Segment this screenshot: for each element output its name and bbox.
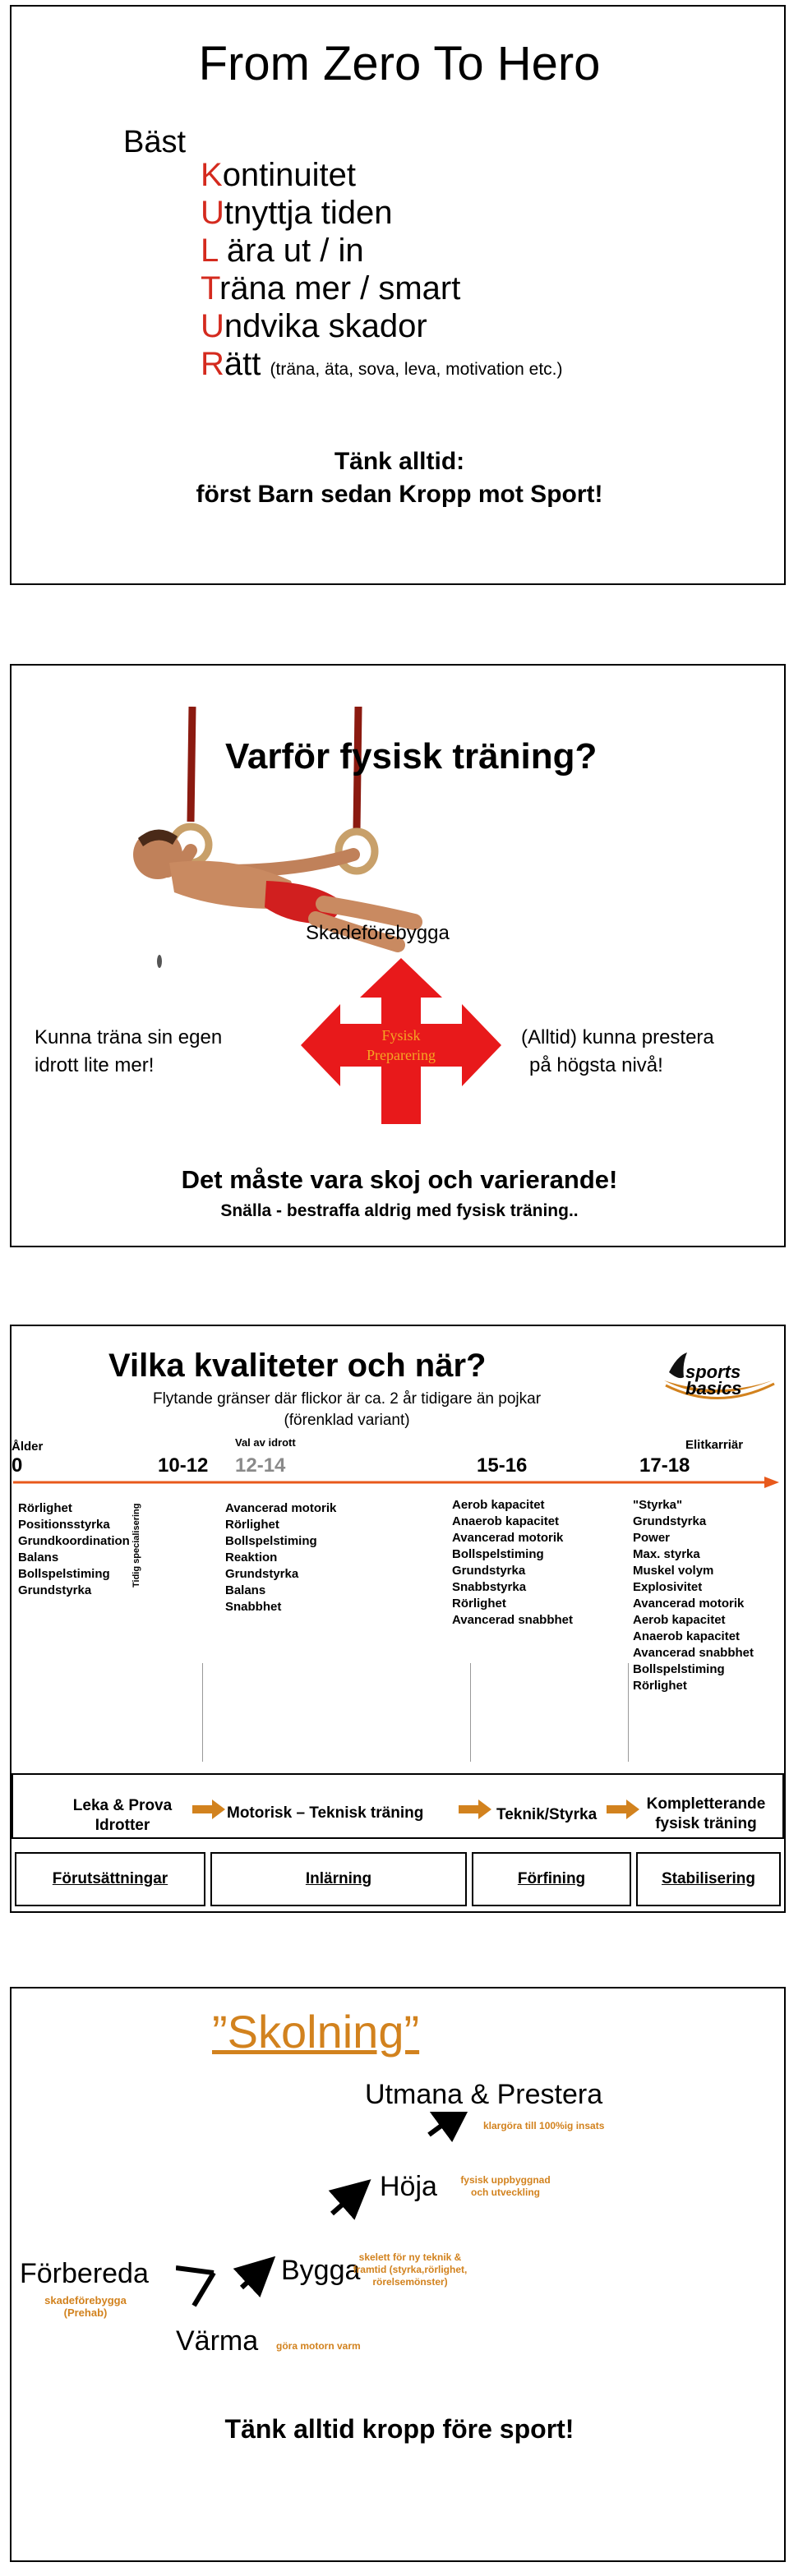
quality-item: Bollspelstiming: [18, 1567, 110, 1581]
age-axis-arrow: [12, 1474, 784, 1491]
acronym-note: (träna, äta, sova, leva, motivation etc.): [270, 360, 563, 379]
step-note: fysisk uppbyggnad och utveckling: [460, 2174, 551, 2198]
subtitle-line-2: (förenklad variant): [284, 1412, 410, 1429]
acronym-row: [201, 156, 563, 194]
sport-choice-label: Val av idrott: [235, 1436, 296, 1449]
stage-box: [210, 1852, 467, 1906]
quality-item: "Styrka": [633, 1498, 683, 1512]
timeline-divider: [470, 1663, 471, 1762]
age-tick: 15-16: [477, 1454, 528, 1477]
quality-item: Snabbstyrka: [452, 1580, 527, 1594]
quality-item: Max. styrka: [633, 1547, 700, 1561]
acronym-row: [201, 307, 563, 345]
slide-title: From Zero To Hero: [198, 37, 601, 90]
step-label: Bygga: [281, 2255, 361, 2286]
slide-schooling: [10, 1987, 786, 2562]
quality-item: Rörlighet: [452, 1597, 506, 1611]
quality-item: Snabbhet: [225, 1600, 282, 1614]
acronym-word: ontinuitet: [222, 157, 357, 193]
phase-label: Motorisk – Teknisk träning: [227, 1804, 424, 1822]
subtitle: [108, 1389, 585, 1431]
think-block: [12, 445, 787, 511]
step-label: Utmana & Prestera: [365, 2079, 603, 2110]
subtitle-line-1: Flytande gränser där flickor är ca. 2 år tidigare än pojkar: [152, 1390, 542, 1408]
step-label: Värma: [176, 2325, 259, 2357]
quality-column-1: [18, 1500, 130, 1599]
step-note: skadeförebygga (Prehab): [44, 2294, 127, 2319]
center-line-2: Preparering: [367, 1047, 436, 1063]
logo-line-1: sports: [685, 1362, 741, 1382]
quality-item: Balans: [18, 1551, 59, 1564]
logo-line-2: basics: [685, 1378, 742, 1399]
quality-item: Grundstyrka: [18, 1583, 92, 1597]
quality-item: Grundstyrka: [452, 1564, 526, 1578]
fun-statement: Det måste vara skoj och varierande!: [181, 1165, 618, 1194]
acronym-row: [201, 270, 563, 307]
arrow-right-icon: [607, 1800, 639, 1819]
quality-item: Reaktion: [225, 1551, 278, 1564]
arrow-line: [194, 2273, 214, 2306]
arrow-line: [242, 2266, 265, 2288]
slide-title: Vilka kvaliteter och när?: [108, 1348, 487, 1384]
arrow-right-icon: [459, 1800, 491, 1819]
think-line-1: Tänk alltid:: [334, 448, 465, 475]
elite-label: Elitkarriär: [685, 1438, 744, 1452]
quality-item: Avancerad snabbhet: [452, 1613, 573, 1627]
quality-item: Rörlighet: [225, 1518, 279, 1532]
acronym-list: [201, 156, 563, 389]
quality-item: Aerob kapacitet: [452, 1498, 545, 1512]
acronym-row: [201, 232, 563, 270]
progression-arrows: [176, 2112, 505, 2325]
quality-column-4: [633, 1497, 754, 1694]
step-note: skelett för ny teknik & framtid (styrka,rörlighet, rörelsemönster): [353, 2251, 468, 2288]
center-label: [344, 1025, 459, 1065]
sports-basics-logo: [661, 1348, 776, 1413]
quality-item: Balans: [225, 1583, 266, 1597]
phase-label: Leka & Prova Idrotter: [72, 1797, 173, 1834]
quality-item: Avancerad motorik: [452, 1531, 564, 1545]
right-text: [521, 1024, 714, 1080]
arrow-line: [429, 2112, 460, 2135]
quality-item: Grundkoordination: [18, 1534, 130, 1548]
acronym-letter: T: [201, 270, 219, 306]
quality-item: Avancerad motorik: [633, 1597, 745, 1611]
slide-title: Varför fysisk träning?: [225, 736, 598, 776]
footer-statement: Tänk alltid kropp före sport!: [224, 2414, 574, 2444]
quality-column-2: [225, 1500, 336, 1615]
step-note: klargöra till 100%ig insats: [483, 2120, 605, 2131]
timeline-divider: [202, 1663, 203, 1762]
quality-item: Bollspelstiming: [452, 1547, 544, 1561]
quality-item: Rörlighet: [633, 1679, 687, 1693]
quality-item: Aerob kapacitet: [633, 1613, 726, 1627]
acronym-word: tnyttja tiden: [224, 195, 393, 231]
acronym-letter: L: [201, 233, 218, 269]
stage-box: [15, 1852, 205, 1906]
step-label: Förbereda: [20, 2258, 149, 2289]
right-line-1: (Alltid) kunna prestera: [521, 1026, 714, 1048]
quality-item: Anaerob kapacitet: [452, 1514, 560, 1528]
phase-label: Kompletterande fysisk träning: [646, 1795, 766, 1832]
arrow-line: [176, 2268, 214, 2273]
top-label: Skadeförebygga: [306, 922, 450, 944]
timeline-divider: [628, 1663, 629, 1762]
acronym-letter: U: [201, 195, 224, 231]
slide-kutlur: [10, 5, 786, 585]
think-line-2: först Barn sedan Kropp mot Sport!: [196, 481, 603, 508]
slide-qualities: [10, 1325, 786, 1913]
quality-item: Avancerad snabbhet: [633, 1646, 754, 1660]
stage-box: [472, 1852, 631, 1906]
acronym-row: [201, 345, 563, 389]
quality-item: Bollspelstiming: [633, 1662, 725, 1676]
quality-item: Anaerob kapacitet: [633, 1629, 741, 1643]
acronym-row: [201, 194, 563, 232]
age-tick: 12-14: [235, 1454, 286, 1477]
quality-item: Avancerad motorik: [225, 1501, 337, 1515]
quality-column-3: [452, 1497, 573, 1629]
quality-item: Grundstyrka: [633, 1514, 707, 1528]
quality-item: Positionsstyrka: [18, 1518, 110, 1532]
age-tick: 0: [12, 1454, 23, 1477]
quality-item: Power: [633, 1531, 671, 1545]
center-line-1: Fysisk: [381, 1027, 421, 1044]
quality-item: Rörlighet: [18, 1501, 72, 1515]
quality-item: Muskel volym: [633, 1564, 714, 1578]
arrow-line: [332, 2189, 360, 2214]
acronym-word: räna mer / smart: [219, 270, 461, 306]
acronym-word: ätt: [224, 346, 261, 382]
phase-label: Teknik/Styrka: [496, 1806, 598, 1823]
right-line-2: på högsta nivå!: [529, 1054, 663, 1076]
quality-item: Grundstyrka: [225, 1567, 299, 1581]
stage-box: [636, 1852, 781, 1906]
logo-text: [685, 1364, 742, 1397]
age-tick: 17-18: [639, 1454, 690, 1477]
age-tick: 10-12: [158, 1454, 209, 1477]
left-line-2: idrott lite mer!: [35, 1054, 155, 1076]
stage-label: Förutsättningar: [52, 1870, 168, 1887]
quality-item: Bollspelstiming: [225, 1534, 317, 1548]
step-label: Höja: [380, 2171, 437, 2202]
quality-item: Explosivitet: [633, 1580, 703, 1594]
acronym-letter: K: [201, 157, 223, 193]
step-note: göra motorn varm: [276, 2340, 361, 2352]
slide-why-training: [10, 664, 786, 1247]
acronym-word: ndvika skador: [224, 308, 427, 344]
stage-label: Förfining: [517, 1870, 586, 1887]
stage-label: Stabilisering: [661, 1870, 756, 1887]
left-line-1: Kunna träna sin egen: [35, 1026, 223, 1048]
acronym-letter: R: [201, 346, 224, 382]
acronym-letter: U: [201, 308, 224, 344]
early-specialization-label: Tidig specialisering: [132, 1503, 141, 1588]
slide-title: ”Skolning”: [212, 2006, 420, 2058]
left-text: [35, 1024, 222, 1080]
arrow-right-icon: [192, 1800, 225, 1819]
stage-label: Inlärning: [305, 1870, 372, 1887]
please-statement: Snälla - bestraffa aldrig med fysisk träning..: [220, 1201, 579, 1220]
age-label: Ålder: [12, 1440, 44, 1454]
best-label: Bäst: [123, 125, 187, 159]
acronym-word: ära ut / in: [217, 233, 364, 269]
